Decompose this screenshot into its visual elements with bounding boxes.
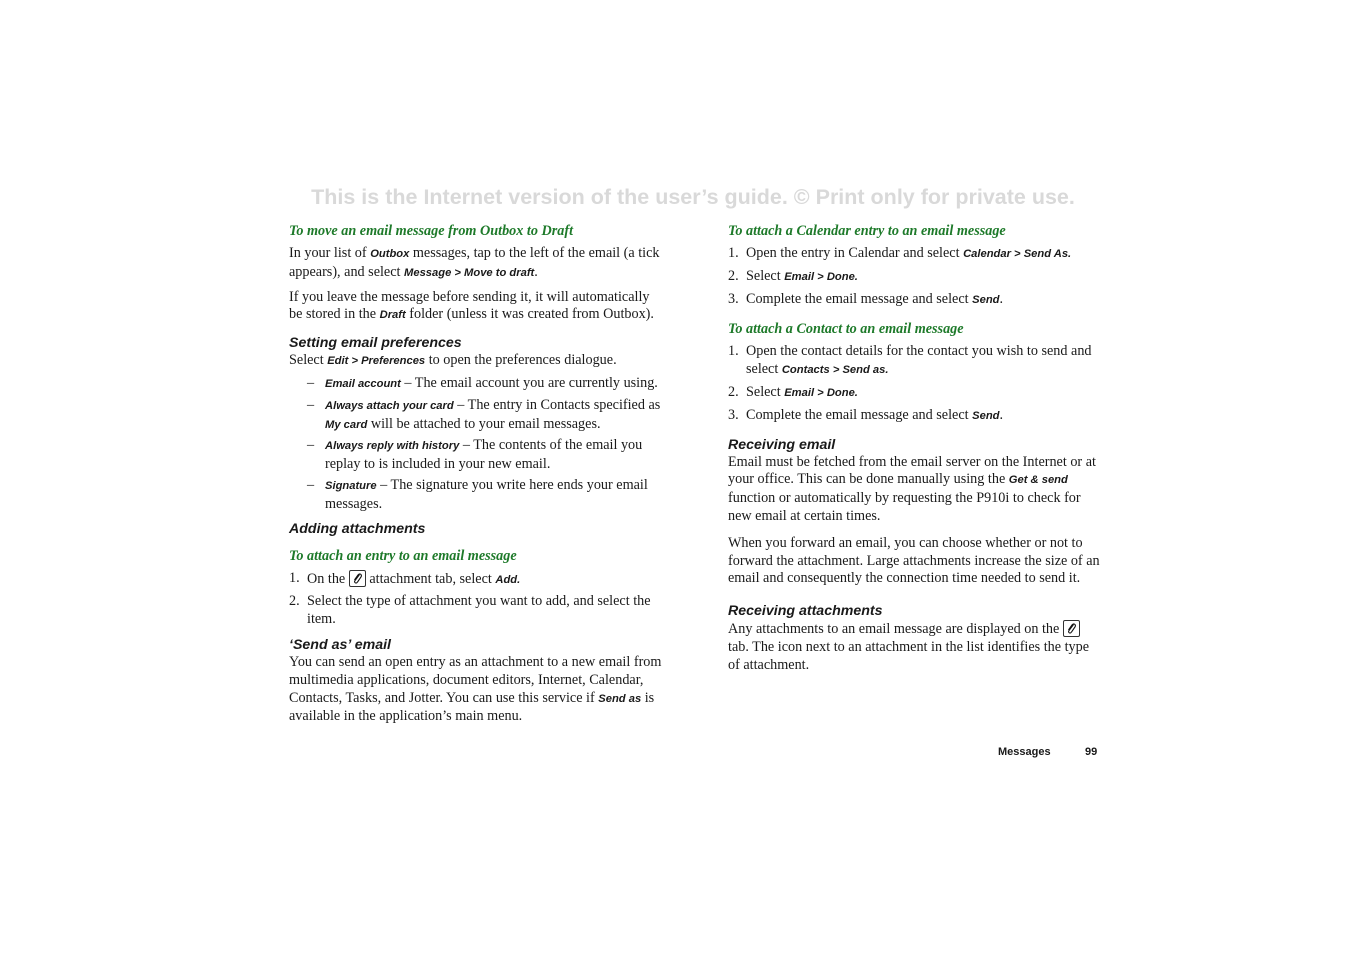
send-as-term: Send as <box>598 692 642 705</box>
calendar-steps <box>728 245 1103 309</box>
step-item: 1. On the attachment tab, select Add. <box>289 569 521 587</box>
receiving-paragraph-1: Email must be fetched from the email server on the Internet or at your office. This can be done manually using the Get & send function or automatically by requesting the P910i to check for new email at certain times. <box>728 453 1096 524</box>
edit-preferences-term: Edit > Preferences <box>327 355 426 368</box>
prefs-list <box>289 375 664 514</box>
contact-steps <box>728 343 1103 425</box>
list-item: – Signature – The signature you write here ends your email messages. <box>307 476 648 512</box>
prefs-heading: Setting email preferences <box>289 335 462 352</box>
step-item: 2. Select Email > Done. <box>728 383 858 400</box>
page-number: 99 <box>1085 746 1098 758</box>
receiving-attachments-paragraph: Any attachments to an email message are displayed on the tab. The icon next to an attachment in the list identifies the type of attachment. <box>728 621 1090 673</box>
step-item: 1. Open the contact details for the contact you wish to send and select Contacts > Send as. <box>728 343 1092 378</box>
outbox-term: Outbox <box>370 248 410 260</box>
left-column <box>289 222 664 726</box>
attach-heading: Adding attachments <box>289 520 426 537</box>
attach-entry-heading: To attach an entry to an email message <box>289 547 517 564</box>
contact-heading: To attach a Contact to an email message <box>728 321 964 338</box>
list-item: – Always attach your card – The entry in Contacts specified as My card will be attached to your email messages. <box>307 396 661 432</box>
prefs-intro: Select Edit > Preferences to open the preferences dialogue. <box>289 352 617 369</box>
move-heading: To move an email message from Outbox to Draft <box>289 223 574 239</box>
sendas-paragraph: You can send an open entry as an attachment to a new email from multimedia applications, document editors, Internet, Calendar, Contacts, Tasks, and Jotter. You can use this service if Send as is available in the application’s main menu. <box>289 653 662 725</box>
attach-steps <box>289 570 664 629</box>
step-item: 2. Select Email > Done. <box>728 267 858 284</box>
paperclip-icon <box>1063 620 1080 637</box>
receiving-email-heading: Receiving email <box>728 436 836 453</box>
move-paragraph-2: If you leave the message before sending it, it will automatically be stored in the Draft folder (unless it was created from Outbox). <box>289 288 654 323</box>
step-item: 1. Open the entry in Calendar and select Calendar > Send As. <box>728 245 1072 261</box>
receiving-attachments-heading: Receiving attachments <box>728 603 883 620</box>
step-item: 3. Complete the email message and select Send. <box>728 290 1004 307</box>
step-item: 3. Complete the email message and select Send. <box>728 406 1004 423</box>
right-column <box>728 222 1103 675</box>
footer-section-name: Messages <box>998 746 1051 758</box>
calendar-heading: To attach a Calendar entry to an email message <box>728 223 1006 239</box>
list-item: – Always reply with history – The contents of the email you replay to is included in your new email. <box>307 437 643 473</box>
watermark: This is the Internet version of the user’s guide. © Print only for private use. <box>311 185 1075 209</box>
move-paragraph-1: In your list of Outbox messages, tap to the left of the email (a tick appears), and select Message > Move to draft. <box>289 245 660 280</box>
list-item: – Email account – The email account you are currently using. <box>307 374 658 391</box>
paperclip-icon <box>349 570 366 587</box>
draft-term: Draft <box>379 309 406 322</box>
sendas-heading: ‘Send as’ email <box>289 636 391 653</box>
move-to-draft-term: Message > Move to draft <box>404 266 535 279</box>
step-item: 2. Select the type of attachment you want to add, and select the item. <box>289 593 651 628</box>
receiving-paragraph-2: When you forward an email, you can choose whether or not to forward the attachment. Large attachments increase the size of an email and consequently the connection time needed to send it. <box>728 534 1100 587</box>
get-send-term: Get & send <box>1008 474 1068 487</box>
